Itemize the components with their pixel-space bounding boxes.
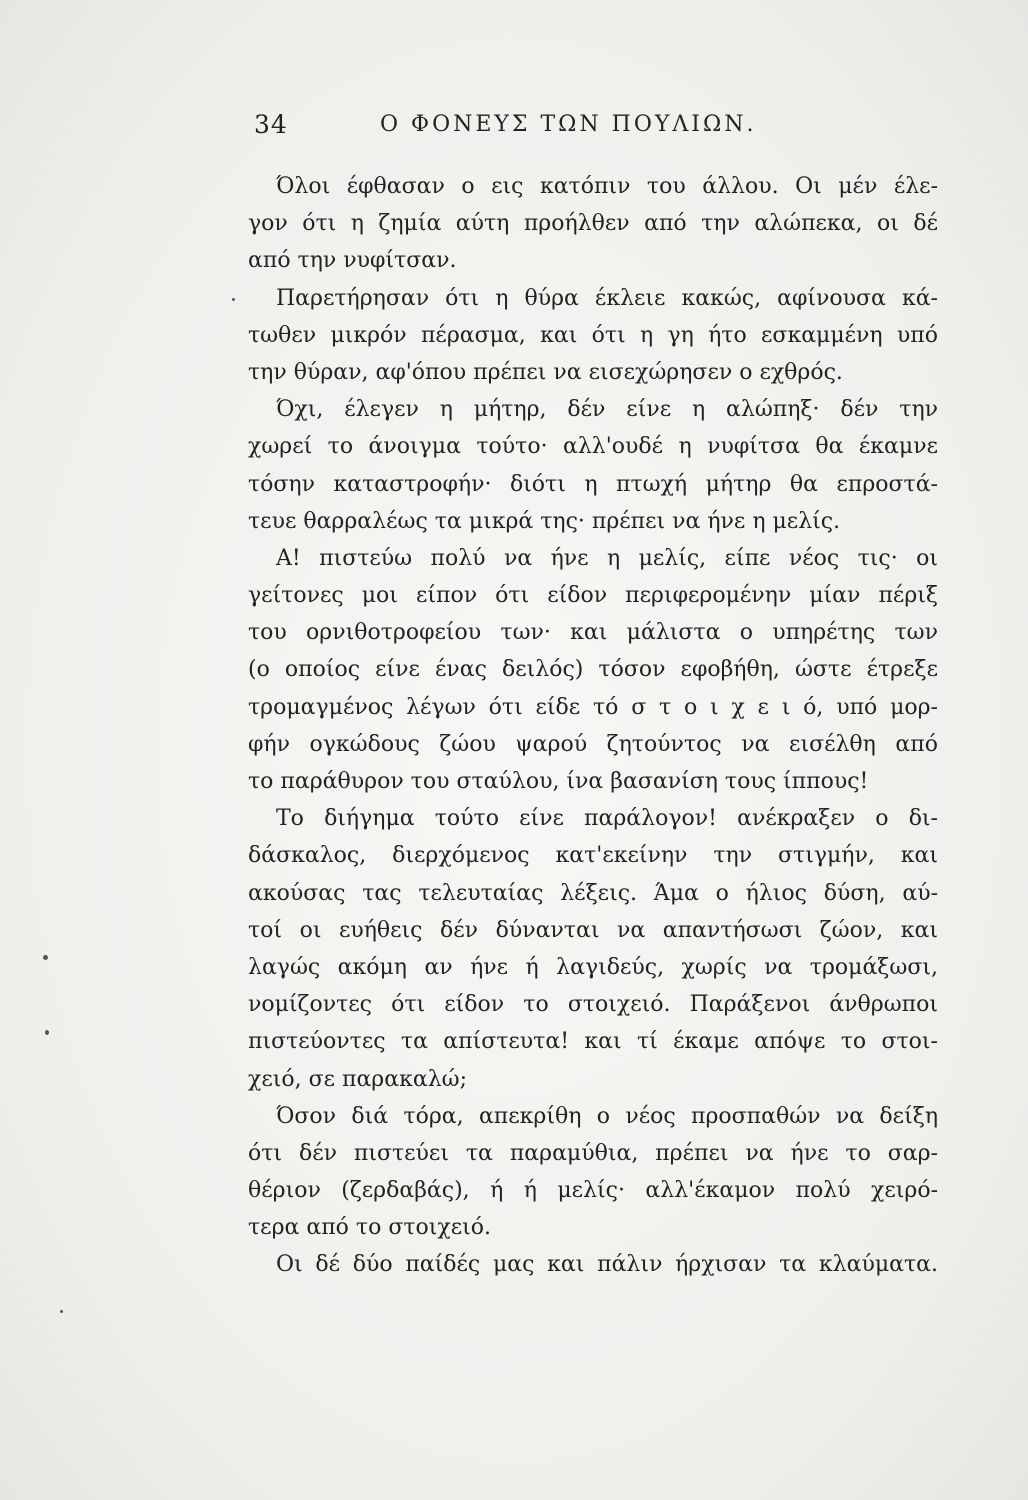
- text-line: Όσον διά τόρα, απεκρίθη ο νέος προσπαθών να δείξη: [276, 1103, 938, 1129]
- text-line: νομίζοντες ότι είδον το στοιχειό. Παράξενοι άνθρωποι: [248, 992, 938, 1018]
- print-speck: [43, 955, 48, 960]
- text-line: από την νυφίτσαν.: [248, 248, 457, 274]
- text-line: τοί οι ευήθεις δέν δύνανται να απαντήσωσι ζώον, και: [248, 917, 938, 943]
- print-speck: [232, 298, 235, 301]
- page-number: 34: [254, 110, 288, 139]
- text-line: τευε θαρραλέως τα μικρά της· πρέπει να ήνε η μελίς.: [248, 508, 841, 534]
- text-line: Παρετήρησαν ότι η θύρα έκλειε κακώς, αφίνουσα κά-: [276, 285, 938, 311]
- text-line: θέριον (ζερδαβάς), ή ή μελίς· αλλ'έκαμον πολύ χειρό-: [248, 1178, 938, 1204]
- text-line: Όχι, έλεγεν η μήτηρ, δέν είνε η αλώπηξ· δέν την: [276, 397, 938, 423]
- print-speck: [45, 1030, 49, 1035]
- text-line: ακούσας τας τελευταίας λέξεις. Άμα ο ήλιος δύση, αύ-: [248, 880, 938, 906]
- text-line: γον ότι η ζημία αύτη προήλθεν από την αλώπεκα, οι δέ: [248, 211, 938, 237]
- page-header: [250, 110, 810, 150]
- text-line: (ο οποίος είνε ένας δειλός) τόσον εφοβήθη, ώστε έτρεξε: [248, 657, 938, 683]
- text-line: Οι δέ δύο παίδές μας και πάλιν ήρχισαν τα κλαύματα.: [276, 1252, 938, 1278]
- body-text: [248, 168, 938, 1284]
- text-line: Το διήγημα τούτο είνε παράλογον! ανέκραξεν ο δι-: [276, 806, 938, 832]
- text-line: δάσκαλος, διερχόμενος κατ'εκείνην την στιγμήν, και: [248, 843, 938, 869]
- text-line: πιστεύοντες τα απίστευτα! και τί έκαμε απόψε το στοι-: [248, 1029, 938, 1055]
- running-title: Ο ΦΟΝΕΥΣ ΤΩΝ ΠΟΥΛΙΩΝ.: [380, 112, 757, 137]
- text-line: γείτονες μοι είπον ότι είδον περιφερομένην μίαν πέριξ: [248, 583, 938, 609]
- text-line: την θύραν, αφ'όπου πρέπει να εισεχώρησεν ο εχθρός.: [248, 359, 843, 385]
- text-line: το παράθυρον του σταύλου, ίνα βασανίση τους ίππους!: [248, 769, 869, 794]
- text-line: χωρεί το άνοιγμα τούτο· αλλ'ουδέ η νυφίτσα θα έκαμνε: [248, 434, 938, 460]
- text-line: τωθεν μικρόν πέρασμα, και ότι η γη ήτο εσκαμμένη υπό: [248, 322, 938, 348]
- text-line: λαγώς ακόμη αν ήνε ή λαγιδεύς, χωρίς να τρομάξωσι,: [248, 954, 938, 980]
- text-line: του ορνιθοτροφείου των· και μάλιστα ο υπηρέτης των: [248, 620, 938, 646]
- text-line: φήν ογκώδους ζώου ψαρού ζητούντος να εισέλθη από: [248, 731, 938, 757]
- text-line: χειό, σε παρακαλώ;: [248, 1066, 468, 1092]
- text-line: τόσην καταστροφήν· διότι η πτωχή μήτηρ θα επροστά-: [248, 471, 938, 497]
- text-line: Α! πιστεύω πολύ να ήνε η μελίς, είπε νέος τις· οι: [276, 545, 938, 571]
- text-line: ότι δέν πιστεύει τα παραμύθια, πρέπει να ήνε το σαρ-: [248, 1140, 938, 1166]
- text-line: Όλοι έφθασαν ο εις κατόπιν του άλλου. Οι μέν έλε-: [276, 174, 938, 199]
- text-line: τερα από το στοιχειό.: [248, 1215, 491, 1241]
- print-speck: [60, 1310, 63, 1313]
- text-line: τρομαγμένος λέγων ότι είδε τό σ τ ο ι χ ε ι ό, υπό μορ-: [248, 694, 938, 720]
